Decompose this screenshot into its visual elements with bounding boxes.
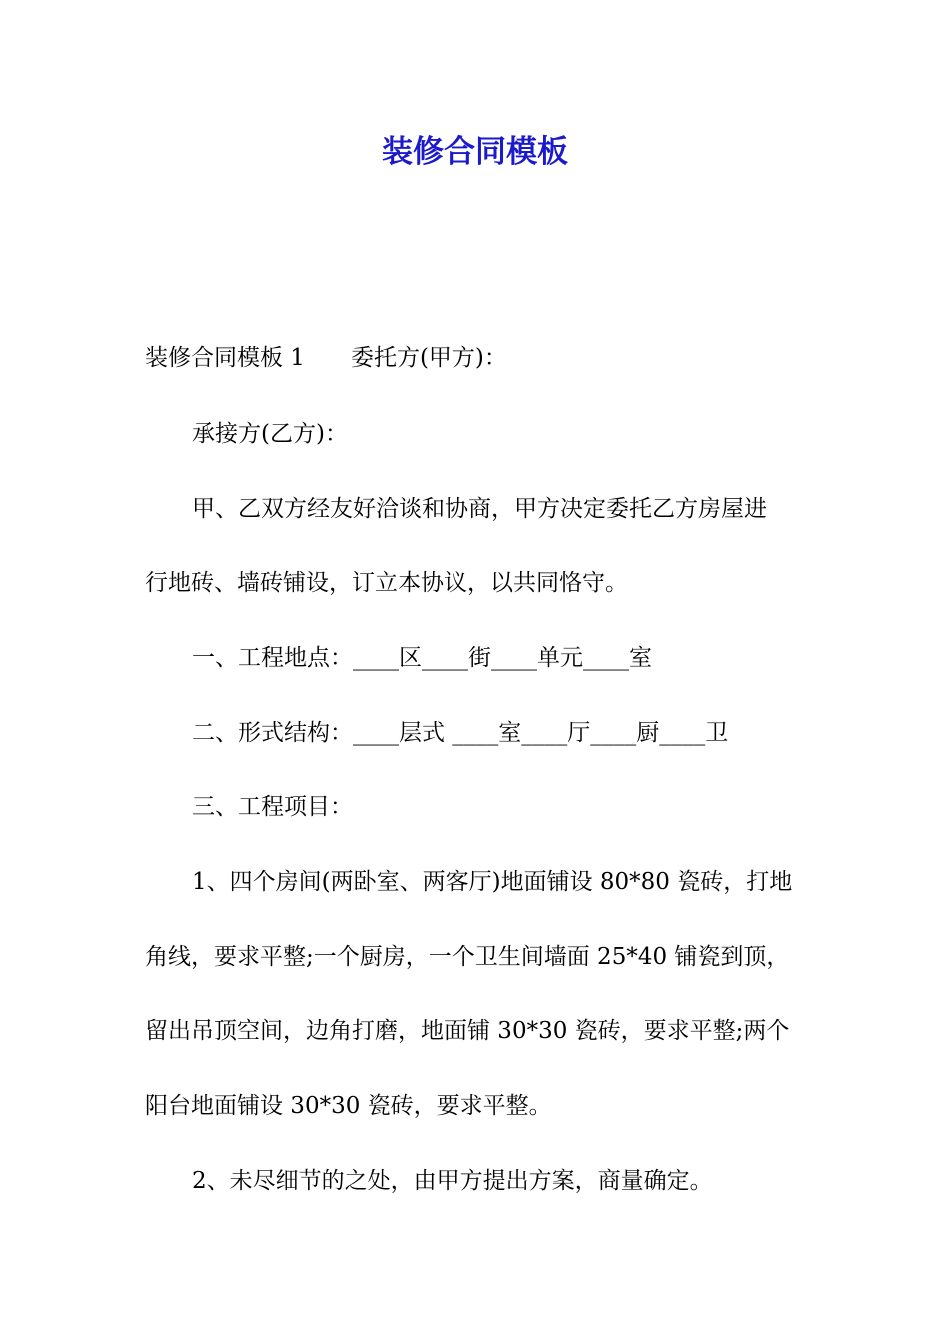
document-title: 装修合同模板 xyxy=(382,134,568,170)
project-item-1-line-4: 阳台地面铺设 30*30 瓷砖，要求平整。 xyxy=(145,1093,552,1119)
project-item-1-line-1: 1、四个房间(两卧室、两客厅)地面铺设 80*80 瓷砖，打地 xyxy=(192,869,793,895)
paragraph-intro-line-1: 甲、乙双方经友好洽谈和协商，甲方决定委托乙方房屋进 xyxy=(192,496,767,522)
project-item-1-line-2: 角线，要求平整;一个厨房，一个卫生间墙面 25*40 铺瓷到顶， xyxy=(145,944,790,970)
contract-heading-client: 装修合同模板 1 委托方(甲方)： xyxy=(145,345,507,371)
contractor-label: 承接方(乙方)： xyxy=(192,421,348,447)
section-projects-heading: 三、工程项目： xyxy=(192,794,353,820)
project-item-1-line-3: 留出吊顶空间，边角打磨，地面铺 30*30 瓷砖，要求平整;两个 xyxy=(145,1018,790,1044)
section-structure: 二、形式结构：____层式 ____室____厅____厨____卫 xyxy=(192,720,729,746)
paragraph-intro-line-2: 行地砖、墙砖铺设，订立本协议，以共同恪守。 xyxy=(145,570,628,596)
section-location: 一、工程地点：____区____街____单元____室 xyxy=(192,645,652,671)
project-item-2: 2、未尽细节的之处，由甲方提出方案，商量确定。 xyxy=(192,1168,713,1194)
